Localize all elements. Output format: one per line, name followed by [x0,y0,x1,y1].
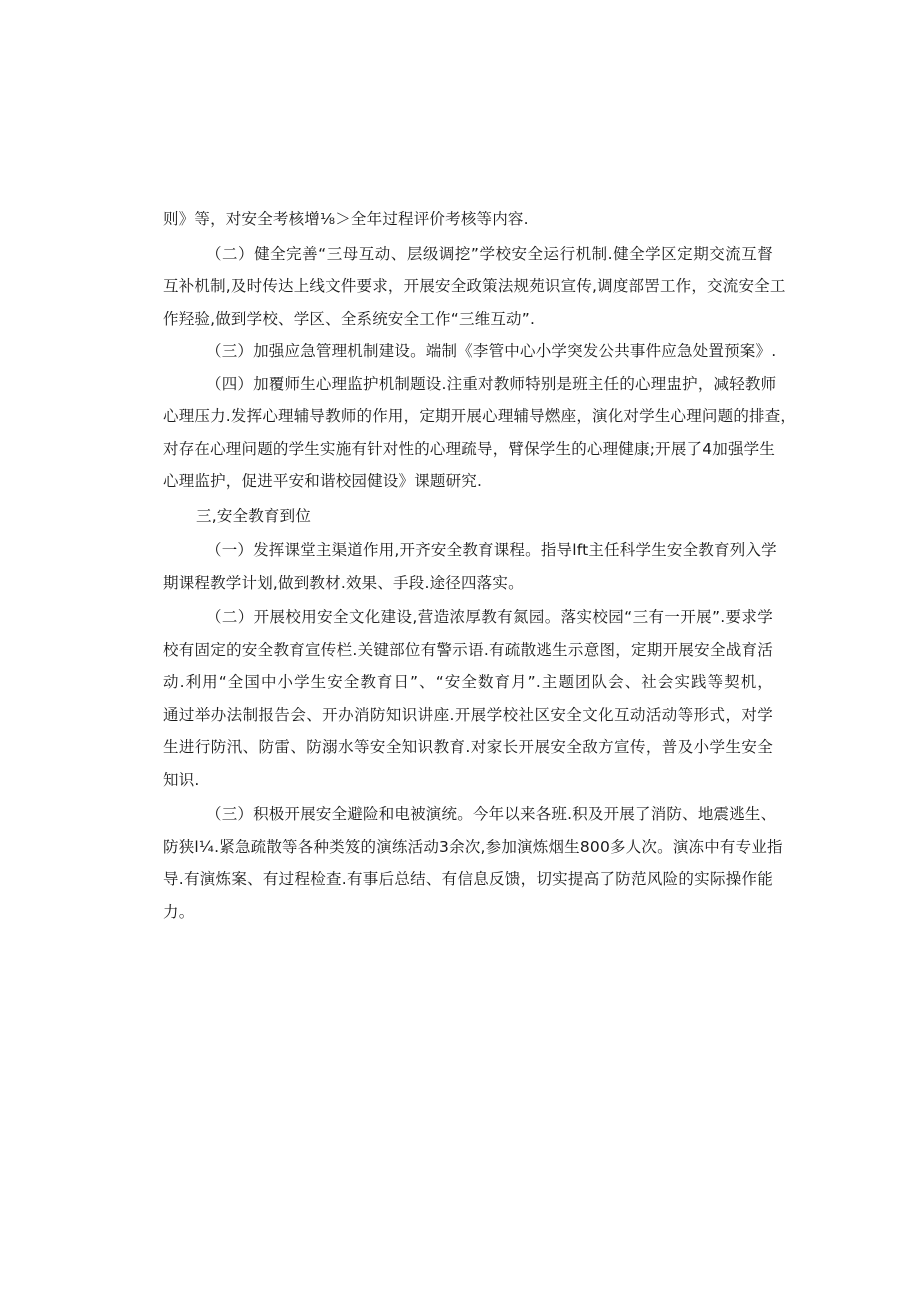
text-line: 力。 [163,902,195,921]
document-body [163,203,797,928]
section-heading [163,500,773,533]
paragraph-drills [163,798,783,928]
text-line: 动.利用“全国中小学生安全教育日”、“安全数育月”.主题团队会、社会实践等契机， [163,673,773,691]
text-line: （二）健全完善“三母互动、层级调挖”学校安全运行机制.健全学区定期交流互督 [206,244,773,263]
text-line: 导.有演炼案、有过程检查.有事后总结、有信息反馈，切实提高了防范风险的实际操作能 [163,870,773,888]
text-line: 对存在心理问题的学生实施有针对性的心理疏导，臂保学生的心理健康;开展了4加强学生 [163,439,776,458]
text-line: （四）加覆师生心理监护机制题设.注重对教师特别是班主任的心理盅护，减轻教师 [206,374,777,393]
paragraph-emergency-management [163,335,777,368]
text-line: （三）加强应急管理机制建设。端制《李管中心小学突发公共事件应急处置预案》. [206,342,777,360]
text-line: 校有固定的安全教育宣传栏.关键部位有警示语.有疏散逃生示意图，定期开展安全战育活 [163,640,773,659]
text-line: （二）开展校用安全文化建设,营造浓厚教有氮园。落实校园“三有一开展”.要求学 [206,608,773,626]
text-line: 生进行防汛、防雷、防溺水等安全知识教育.对家长开展安全敌方宣传，普及小学生安全 [163,738,773,756]
text-line: 通过举办法制报告会、开办消防知识讲座.开展学校社区安全文化互动活动等形式，对学 [163,705,773,724]
text-line: 互补机制,及时传达上线文件要求，开展安全政策法规苑识宣传,调度部罟工作，交流安全工 [163,277,786,295]
paragraph-continued-rule [163,203,773,236]
text-line: 心理压力.发挥心理辅导教师的作用，定期开展心理辅导燃座，演化对学生心理问题的排查， [163,407,797,425]
paragraph-operation-mechanism [163,238,786,336]
text-line: 心理监护，促进平安和谐校园健设》课题研究. [163,472,483,490]
paragraph-classroom-channel [163,534,777,599]
text-line: 知识. [163,770,200,789]
text-line: （三）积极开展安全避险和电被演统。今年以来各班.积及开展了消防、地震逃生、 [206,805,777,823]
paragraph-psychological-monitoring [163,368,797,498]
section-heading-text: 三,安全教育到位 [196,506,312,525]
text-line: 作羟验,做到学校、学区、全系统安全工作“三维互动”. [163,309,536,328]
text-line: 则》等，对安全考核增⅛＞全年过程评价考核等内容. [163,210,529,228]
text-line: （一）发挥课堂主渠道作用,开齐安全教育课程。指导lft主任科学生安全教育列入学 [206,541,777,559]
text-line: 防狭l¼.紧急疏散等各种类笈的演练活动3余次,参加演炼烟生800多人次。演冻中有专业指 [163,837,783,856]
text-line: 期课程教学计划,做到教材.效果、手段.途径四落实。 [163,573,524,592]
paragraph-safety-culture [163,601,773,796]
